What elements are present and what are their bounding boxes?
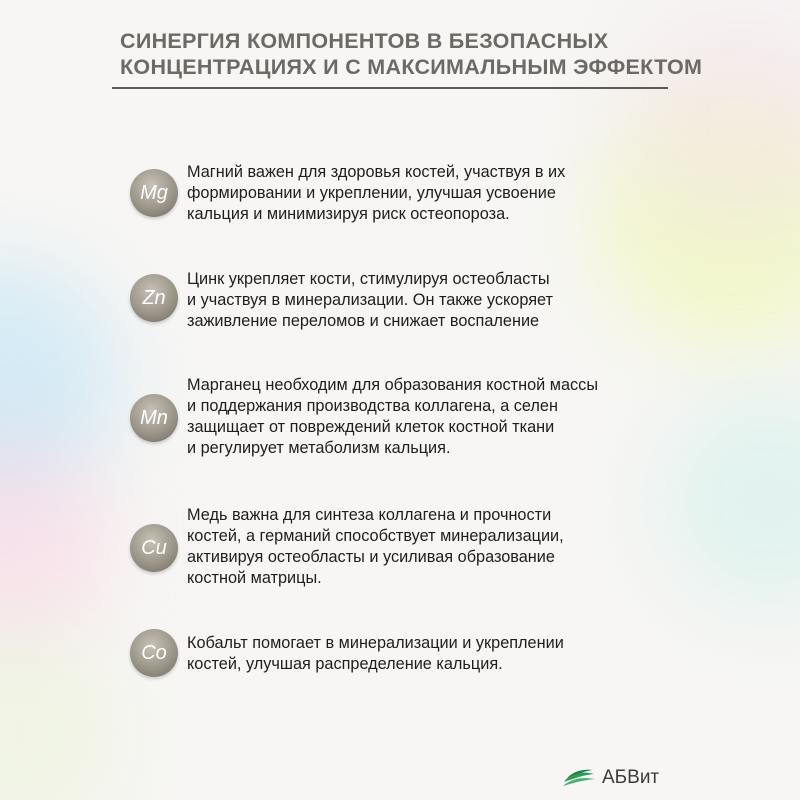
title-divider: [112, 87, 668, 89]
item-text-line: заживление переломов и снижает воспаление: [187, 312, 540, 330]
item-text-line: формировании и укреплении, улучшая усвоение: [187, 184, 556, 202]
item-text-line: Медь важна для синтеза коллагена и прочности: [187, 506, 552, 524]
element-badge-cu: Cu: [130, 524, 178, 572]
item-text: [187, 375, 687, 459]
element-badge-mn: Mn: [130, 394, 178, 442]
item-text-line: кальция и минимизируя риск остеопороза.: [187, 205, 510, 223]
item-text-line: защищает от повреждений клеток костной ткани: [187, 418, 555, 436]
item-text-line: костной матрицы.: [187, 569, 322, 587]
item-text-line: Цинк укрепляет кости, стимулируя остеобласты: [187, 270, 550, 288]
decor-blob: [0, 620, 120, 800]
item-text-line: костей, а германий способствует минерализации,: [187, 527, 564, 545]
element-badge-zn: Zn: [130, 274, 178, 322]
item-text-line: костей, улучшая распределение кальция.: [187, 655, 503, 673]
element-badge-mg: Mg: [130, 169, 178, 217]
item-text-line: и поддержания производства коллагена, а селен: [187, 397, 558, 415]
item-text-line: и участвуя в минерализации. Он также ускоряет: [187, 291, 553, 309]
item-text-line: и регулирует метаболизм кальция.: [187, 439, 451, 457]
item-text: [187, 162, 687, 225]
element-badge-co: Co: [130, 629, 178, 677]
item-text: [187, 633, 687, 675]
brand-logo: [562, 766, 659, 790]
title-line: СИНЕРГИЯ КОМПОНЕНТОВ В БЕЗОПАСНЫХ: [120, 29, 609, 53]
title-line: КОНЦЕНТРАЦИЯХ И С МАКСИМАЛЬНЫМ ЭФФЕКТОМ: [120, 55, 703, 79]
brand-name: АБВит: [602, 767, 660, 788]
decor-blob: [0, 440, 110, 640]
item-text-line: Магний важен для здоровья костей, участвуя в их: [187, 163, 566, 181]
leaf-waves-icon: [562, 768, 596, 788]
item-text-line: Марганец необходим для образования костной массы: [187, 376, 599, 394]
item-text: [187, 505, 687, 589]
item-text-line: активируя остеобласты и усиливая образование: [187, 548, 555, 566]
item-text-line: Кобальт помогает в минерализации и укреплении: [187, 634, 564, 652]
page-title: [120, 28, 703, 80]
item-text: [187, 269, 687, 332]
